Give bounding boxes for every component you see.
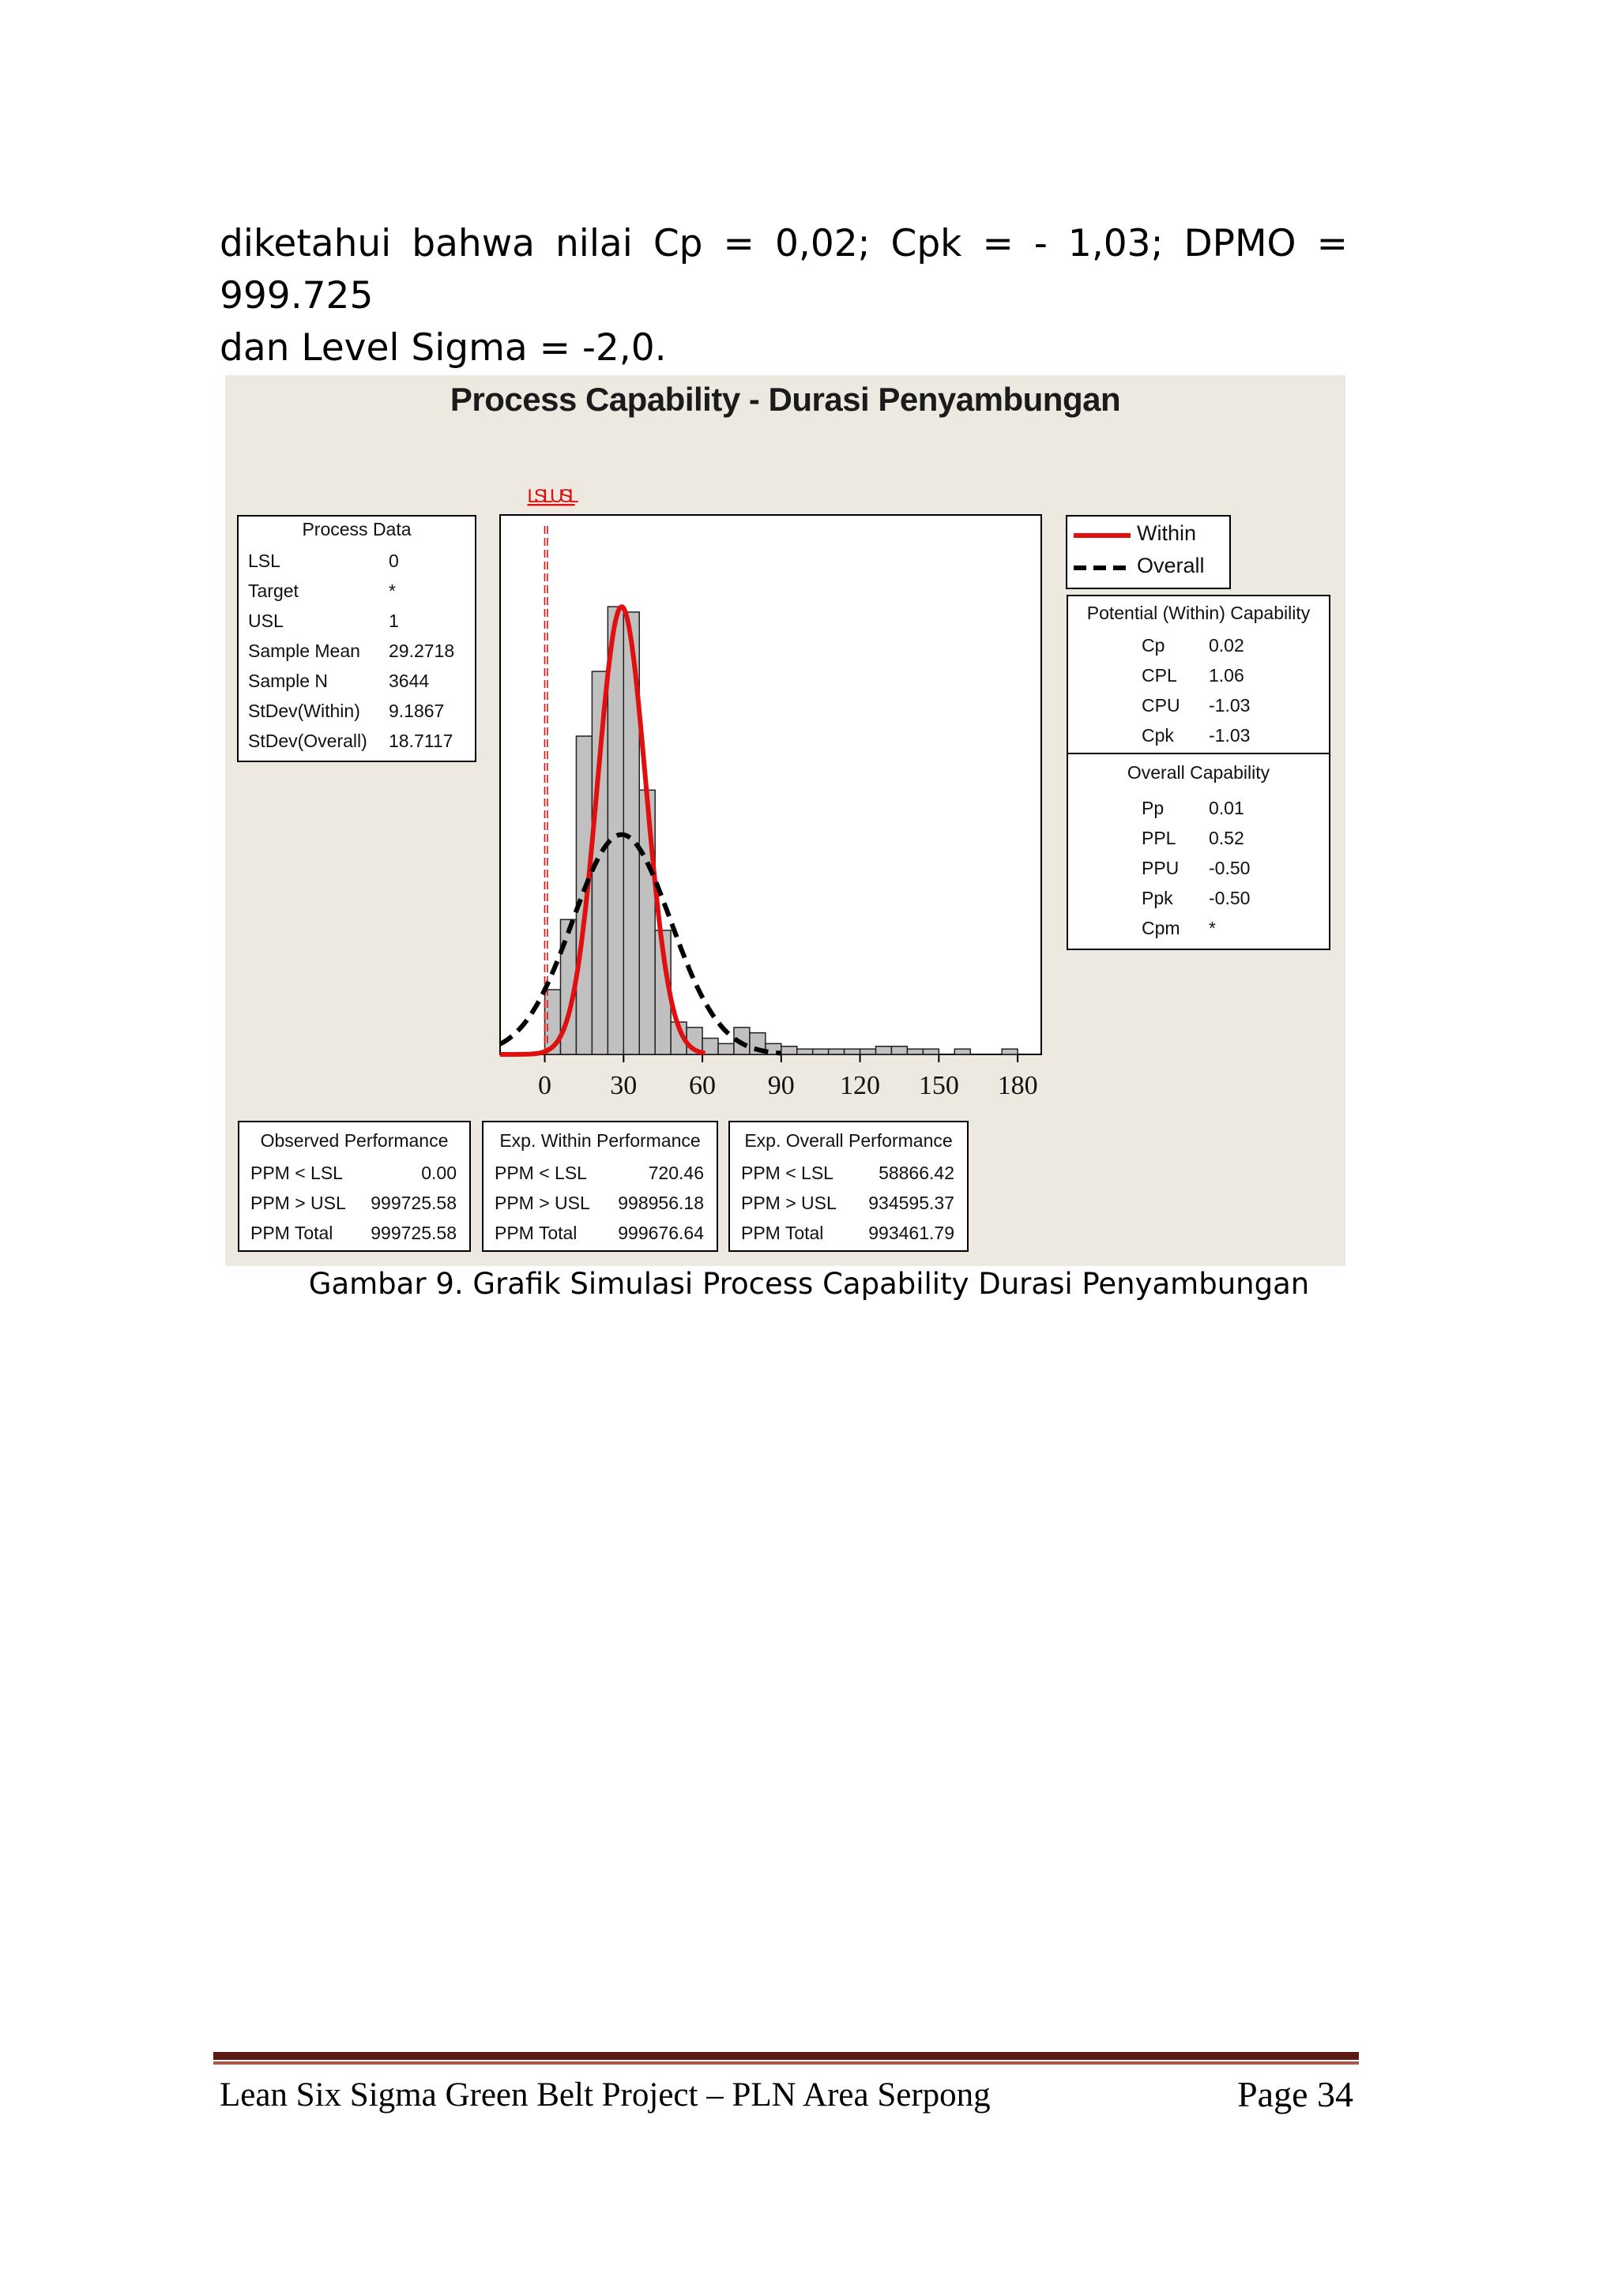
- process-data-row: [239, 667, 475, 695]
- observed-performance-value: 999725.58: [371, 1223, 457, 1243]
- process-data-value: *: [389, 581, 396, 601]
- process-data-label: StDev(Overall): [248, 731, 367, 751]
- observed-performance-row: [239, 1159, 469, 1187]
- process-data-label: Sample Mean: [248, 641, 360, 661]
- overall-capability-row: [1068, 884, 1329, 912]
- exp-overall-performance-label: PPM < LSL: [741, 1163, 833, 1183]
- exp-overall-performance-title: Exp. Overall Performance: [744, 1130, 953, 1151]
- exp-within-performance-value: 998956.18: [618, 1193, 704, 1213]
- process-data-row: [239, 697, 475, 725]
- exp-within-performance-row: [484, 1159, 717, 1187]
- potential-capability-label: CPL: [1142, 665, 1177, 686]
- x-tick-label: 30: [610, 1071, 638, 1100]
- histogram-bar: [907, 1049, 923, 1054]
- exp-overall-performance-row: [730, 1159, 967, 1187]
- observed-performance-label: PPM Total: [250, 1223, 333, 1243]
- overall-capability-title: Overall Capability: [1127, 762, 1270, 783]
- histogram-bar: [923, 1049, 939, 1054]
- overall-capability-row: [1068, 914, 1329, 942]
- footer-project-title: Lean Six Sigma Green Belt Project – PLN Area Serpong: [220, 2076, 991, 2114]
- exp-within-performance-value: 999676.64: [618, 1223, 704, 1243]
- exp-within-performance-label: PPM > USL: [495, 1193, 590, 1213]
- potential-capability-row: [1068, 661, 1329, 690]
- exp-within-performance-box: [482, 1121, 718, 1252]
- exp-within-performance-row: [484, 1219, 717, 1247]
- histogram-bar: [797, 1049, 813, 1054]
- potential-capability-label: CPU: [1142, 695, 1180, 716]
- legend-overall-label: Overall: [1137, 554, 1205, 577]
- exp-overall-performance-box: [728, 1121, 969, 1252]
- histogram-bar: [1002, 1049, 1018, 1054]
- overall-capability-row: [1068, 794, 1329, 822]
- process-data-value: 18.7117: [389, 731, 453, 751]
- process-data-label: StDev(Within): [248, 701, 360, 721]
- intro-paragraph: [220, 218, 1348, 374]
- exp-within-performance-title: Exp. Within Performance: [499, 1130, 701, 1151]
- process-data-row: [239, 577, 475, 605]
- histogram-bar: [813, 1049, 829, 1054]
- potential-capability-title: Potential (Within) Capability: [1086, 603, 1311, 623]
- process-data-label: USL: [248, 611, 284, 631]
- overall-capability-value: 0.52: [1209, 828, 1244, 848]
- process-data-row: [239, 727, 475, 755]
- histogram-bar: [845, 1049, 860, 1054]
- exp-overall-performance-row: [730, 1219, 967, 1247]
- process-data-row: [239, 547, 475, 575]
- observed-performance-title: Observed Performance: [260, 1130, 449, 1151]
- process-data-box: [237, 515, 476, 762]
- histogram-bar: [576, 736, 592, 1054]
- observed-performance-box: [238, 1121, 471, 1252]
- histogram-bar: [891, 1047, 907, 1054]
- legend-swatches: [1072, 517, 1135, 588]
- potential-capability-label: Cpk: [1142, 725, 1174, 746]
- process-data-value: 1: [389, 611, 399, 631]
- exp-within-performance-value: 720.46: [648, 1163, 704, 1183]
- exp-overall-performance-value: 58866.42: [879, 1163, 954, 1183]
- process-capability-figure: [225, 375, 1345, 1266]
- spec-limit-label: LSL USL: [527, 486, 575, 507]
- overall-capability-value: 0.01: [1209, 798, 1244, 818]
- exp-overall-performance-label: PPM > USL: [741, 1193, 837, 1213]
- footer-rule: [213, 2052, 1359, 2068]
- overall-capability-label: PPL: [1142, 828, 1176, 848]
- potential-capability-row: [1068, 691, 1329, 720]
- observed-performance-value: 0.00: [421, 1163, 457, 1183]
- intro-line-2: dan Level Sigma = -2,0.: [220, 326, 667, 370]
- potential-capability-row: [1068, 631, 1329, 659]
- legend-box: [1066, 515, 1231, 589]
- potential-capability-value: 1.06: [1209, 665, 1244, 686]
- potential-capability-value: -1.03: [1209, 725, 1251, 746]
- x-tick-label: 150: [918, 1071, 959, 1100]
- overall-capability-label: Cpm: [1142, 918, 1180, 938]
- process-data-label: LSL: [248, 551, 280, 571]
- intro-line-1: diketahui bahwa nilai Cp = 0,02; Cpk = - 1,03; DPMO = 999.725: [220, 222, 1348, 318]
- exp-overall-performance-value: 934595.37: [868, 1193, 954, 1213]
- overall-capability-value: -0.50: [1209, 888, 1251, 908]
- legend-within-label: Within: [1137, 521, 1197, 545]
- observed-performance-label: PPM < LSL: [250, 1163, 343, 1183]
- potential-capability-value: 0.02: [1209, 635, 1244, 656]
- histogram-bar: [876, 1047, 892, 1054]
- exp-overall-performance-row: [730, 1189, 967, 1217]
- chart-title: Process Capability - Durasi Penyambungan: [450, 381, 1121, 418]
- potential-capability-label: Cp: [1142, 635, 1165, 656]
- process-data-value: 29.2718: [389, 641, 455, 661]
- process-data-row: [239, 607, 475, 635]
- process-data-value: 9.1867: [389, 701, 445, 721]
- footer-rule-dark: [213, 2052, 1359, 2060]
- exp-within-performance-label: PPM < LSL: [495, 1163, 587, 1183]
- histogram-bar: [718, 1043, 734, 1054]
- overall-capability-row: [1068, 854, 1329, 882]
- overall-capability-label: Ppk: [1142, 888, 1173, 908]
- observed-performance-row: [239, 1189, 469, 1217]
- overall-capability-row: [1068, 824, 1329, 852]
- x-tick-label: 90: [767, 1071, 795, 1100]
- potential-capability-value: -1.03: [1209, 695, 1251, 716]
- exp-overall-performance-label: PPM Total: [741, 1223, 824, 1243]
- exp-within-performance-label: PPM Total: [495, 1223, 578, 1243]
- histogram-bar: [829, 1049, 845, 1054]
- capability-divider: [1068, 753, 1329, 754]
- histogram-bar: [639, 790, 655, 1054]
- process-data-title: Process Data: [302, 519, 412, 539]
- histogram-bar: [954, 1049, 970, 1054]
- exp-within-performance-row: [484, 1189, 717, 1217]
- histogram-bar: [781, 1047, 797, 1054]
- process-data-label: Sample N: [248, 671, 328, 691]
- potential-capability-row: [1068, 721, 1329, 750]
- process-data-row: [239, 637, 475, 665]
- observed-performance-row: [239, 1219, 469, 1247]
- capability-box: [1067, 595, 1330, 950]
- exp-overall-performance-value: 993461.79: [868, 1223, 954, 1243]
- observed-performance-value: 999725.58: [371, 1193, 457, 1213]
- process-data-label: Target: [248, 581, 299, 601]
- overall-capability-label: PPU: [1142, 858, 1180, 878]
- x-tick-label: 180: [997, 1071, 1038, 1100]
- overall-capability-value: *: [1209, 918, 1216, 938]
- overall-capability-value: -0.50: [1209, 858, 1251, 878]
- x-tick-label: 60: [689, 1071, 717, 1100]
- figure-caption: Gambar 9. Grafik Simulasi Process Capability Durasi Penyambungan: [308, 1267, 1310, 1301]
- histogram-bar: [860, 1049, 876, 1054]
- x-tick-label: 120: [840, 1071, 881, 1100]
- process-data-value: 3644: [389, 671, 430, 691]
- overall-capability-label: Pp: [1142, 798, 1165, 818]
- process-data-value: 0: [389, 551, 399, 571]
- footer-rule-light: [213, 2061, 1359, 2065]
- observed-performance-label: PPM > USL: [250, 1193, 346, 1213]
- footer-page-number: Page 34: [1237, 2074, 1353, 2114]
- x-tick-label: 0: [538, 1071, 552, 1100]
